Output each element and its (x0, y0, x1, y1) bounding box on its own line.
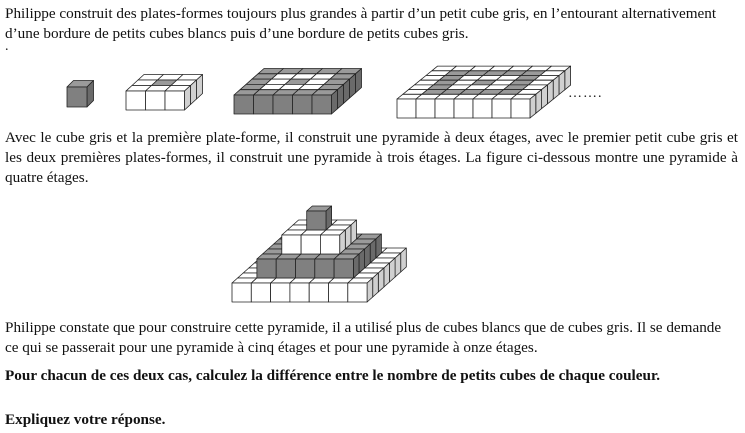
cube-front-face (329, 283, 348, 302)
pyramid-paragraph: Avec le cube gris et la première plate-forme, il construit une pyramide à deux étages, avec le premier petit cube gris et les deux premières plates-formes, il construit une pyramide à trois étages. La figure ci-dessous montre une pyramide à quatre étages. (5, 129, 738, 186)
cube-front-face (257, 259, 276, 278)
cube-front-face (309, 283, 328, 302)
cube-front-face (251, 283, 270, 302)
cube-front-face (348, 283, 367, 302)
cube-front-face (290, 283, 309, 302)
cube-front-face (282, 235, 301, 254)
instruction-paragraph: Expliquez votre réponse. (5, 411, 166, 428)
cube-front-face (271, 283, 290, 302)
question-paragraph: Pour chacun de ces deux cas, calculez la différence entre le nombre de petits cubes de chaque couleur. (5, 367, 661, 384)
cube-front-face (232, 283, 251, 302)
cube-front-face (296, 259, 315, 278)
cube-front-face (276, 259, 295, 278)
cube-front-face (301, 235, 320, 254)
stray-dot: . (5, 39, 9, 54)
cube-front-face (334, 259, 353, 278)
cube-front-face (320, 235, 339, 254)
cube-front-face (307, 211, 326, 230)
pyramid-level-4 (307, 206, 332, 230)
observation-paragraph: Philippe constate que pour construire cette pyramide, il a utilisé plus de cubes blancs que de cubes gris. Il se demande ce qui se passerait pour une pyramide à cinq étages et pour une pyramide à onze étages. (5, 319, 722, 356)
cube-front-face (315, 259, 334, 278)
intro-paragraph: Philippe construit des plates-formes toujours plus grandes à partir d’un petit cube gris, en l’entourant alternativement d’une bordure de petits cubes blancs puis d’une bordure de petits cubes gris. (5, 5, 717, 42)
continuation-ellipsis: ……. (568, 86, 603, 101)
